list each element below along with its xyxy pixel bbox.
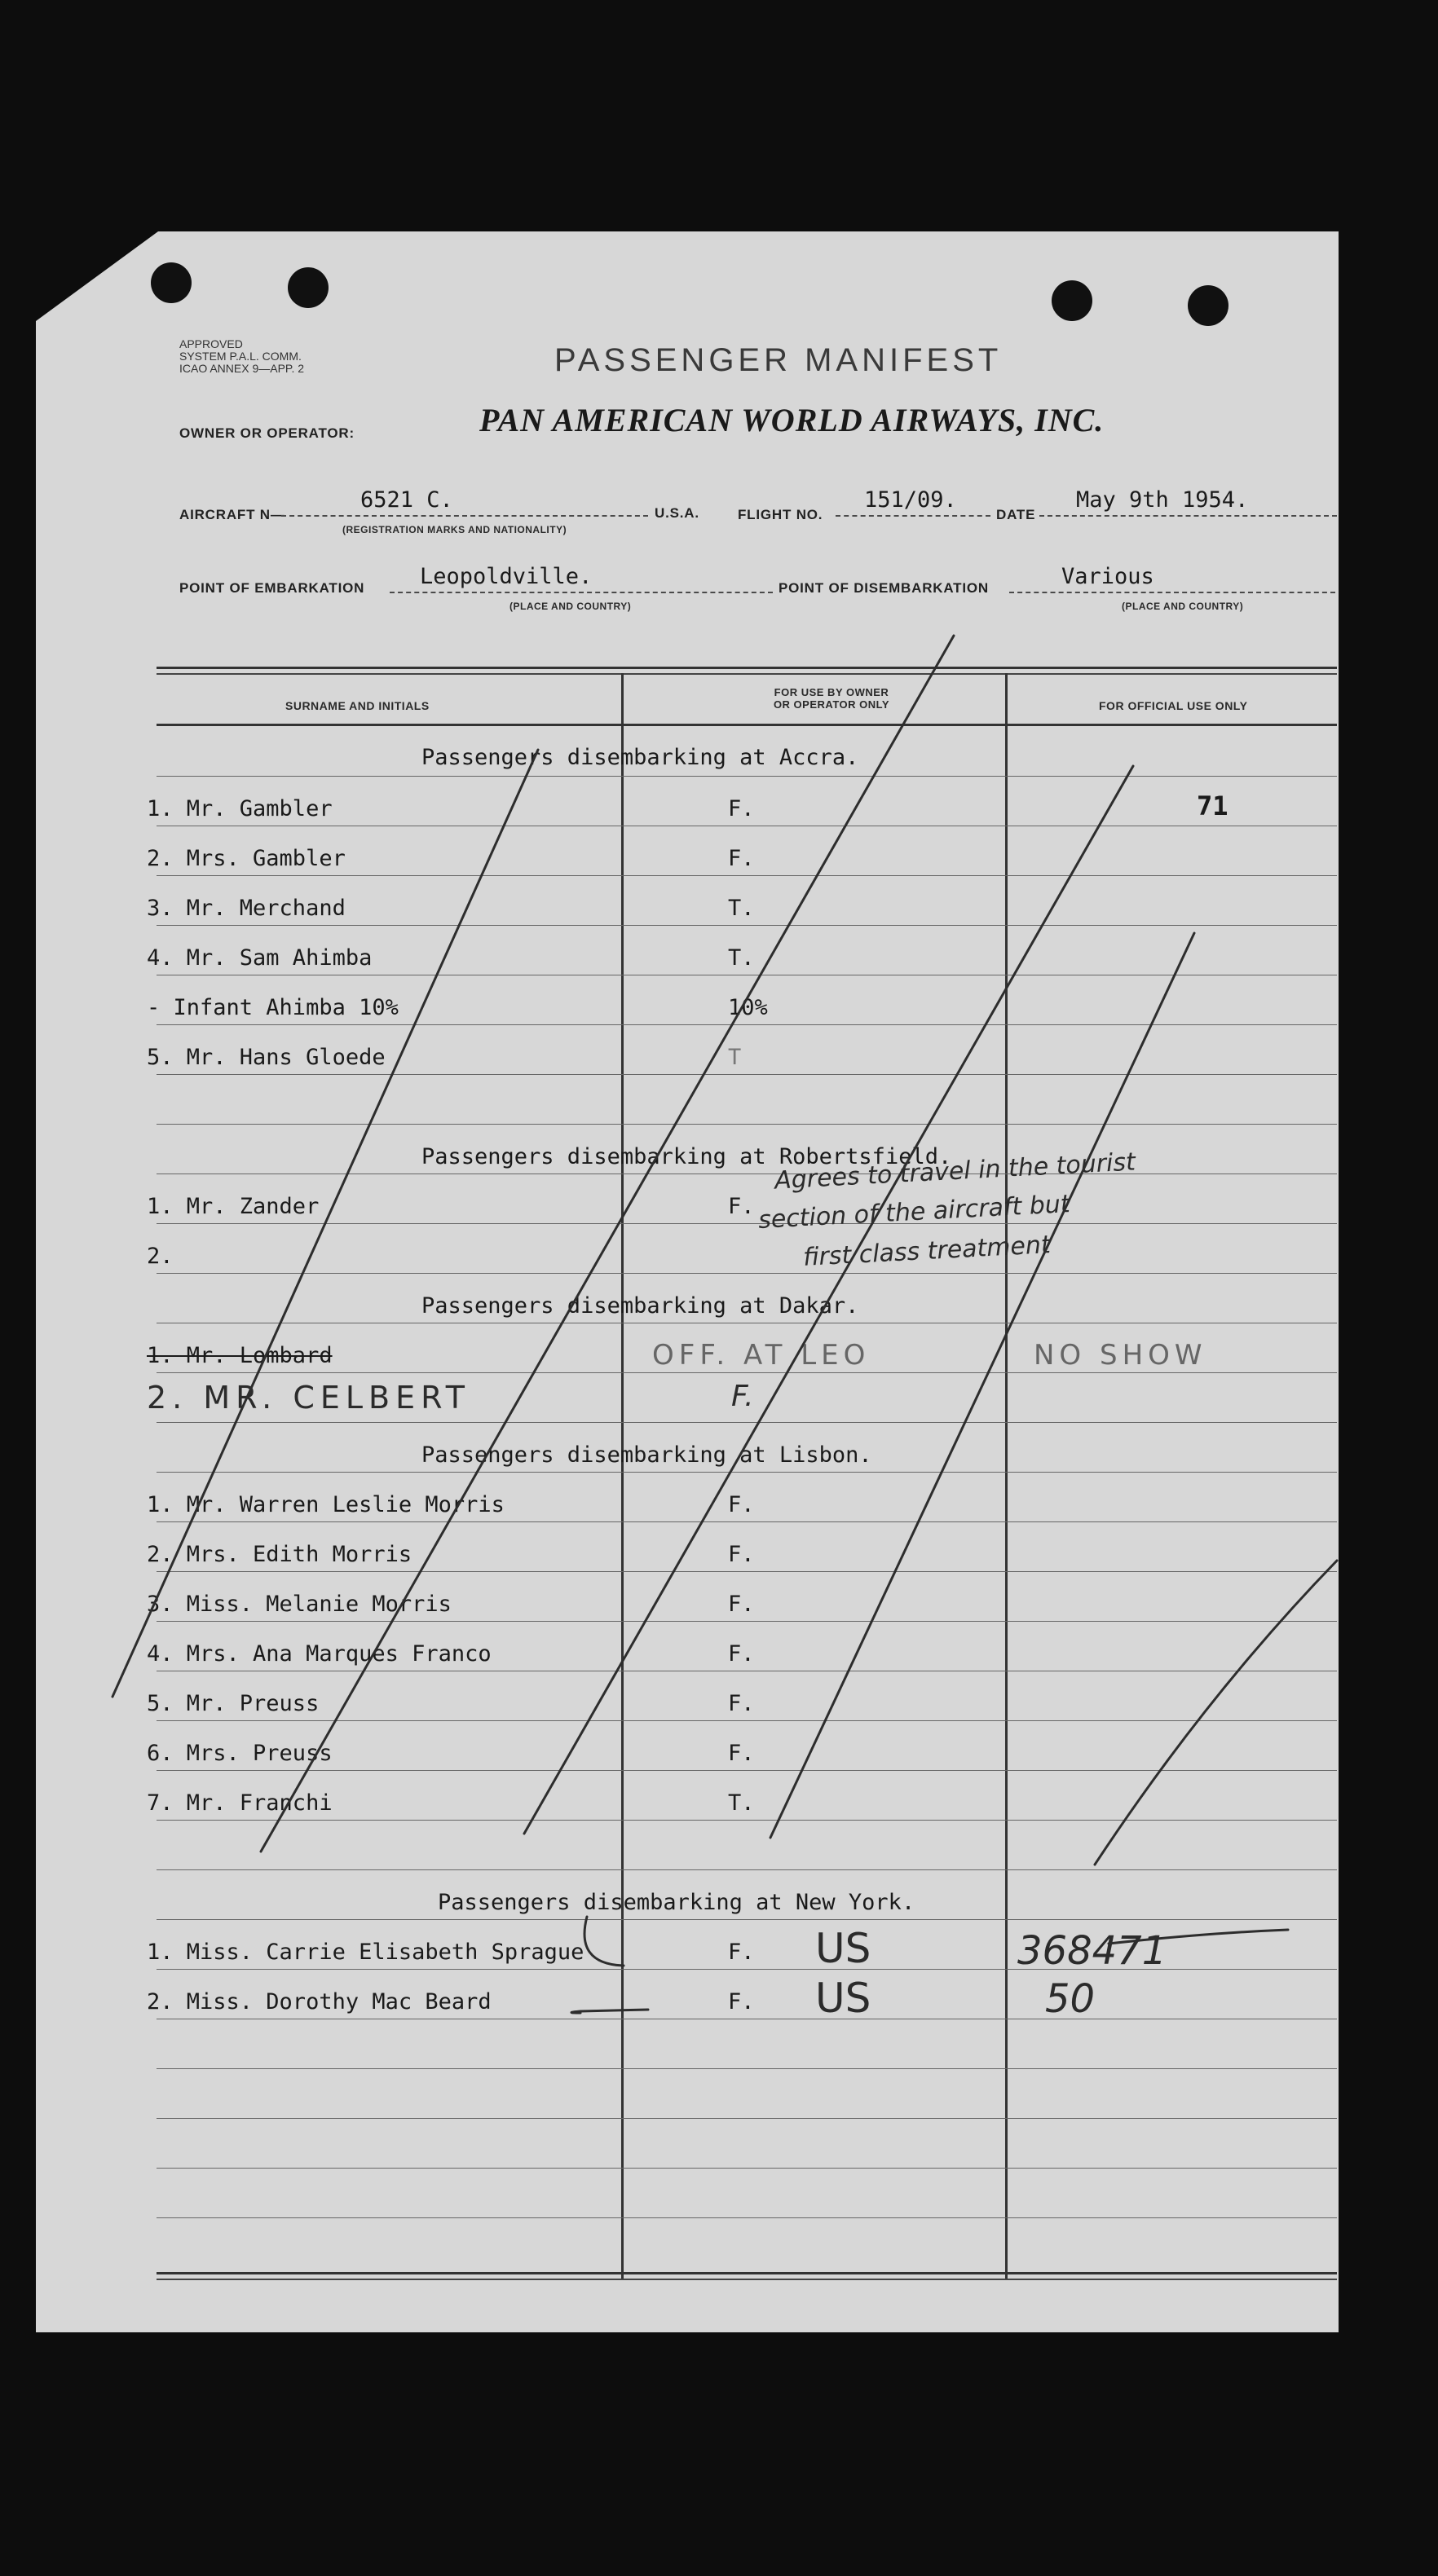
handwritten-note: first class treatment [802, 1231, 1052, 1272]
fare-class: T. [728, 1790, 755, 1816]
section-heading-dakar: Passengers disembarking at Dakar. [421, 1293, 859, 1319]
fare-class: F. [728, 1989, 755, 2015]
passenger-name: 5. Mr. Hans Gloede [147, 1045, 386, 1070]
disembarkation-value: Various [1061, 564, 1154, 589]
fare-class: F. [728, 1641, 755, 1667]
ditto-mark [571, 2010, 648, 2013]
section-heading-accra: Passengers disembarking at Accra. [421, 745, 859, 770]
passenger-name: 1. Mr. Zander [147, 1194, 320, 1219]
aircraft-label: AIRCRAFT N— [179, 507, 285, 522]
handwritten-note: OFF. AT LEO [652, 1339, 871, 1372]
fare-class: T [728, 1045, 742, 1070]
official-number: 71 [1197, 790, 1228, 821]
company-name: PAN AMERICAN WORLD AIRWAYS, INC. [479, 402, 1105, 438]
official-number: 50 [1045, 1976, 1096, 2022]
passenger-name: 1. Mr. Warren Leslie Morris [147, 1492, 505, 1517]
nationality-mark: US [815, 1925, 871, 1972]
passenger-name: 4. Mr. Sam Ahimba [147, 945, 373, 971]
fare-class: T. [728, 896, 755, 921]
handwritten-note: section of the aircraft but [757, 1190, 1071, 1235]
diagonal-cancel-stroke [770, 933, 1194, 1838]
section-heading-robertsfield: Passengers disembarking at Robertsfield. [421, 1144, 952, 1169]
owner-label: OWNER OR OPERATOR: [179, 425, 355, 441]
passenger-name: 4. Mrs. Ana Marques Franco [147, 1641, 492, 1667]
fare-class: F. [728, 1592, 755, 1617]
passenger-name: 3. Miss. Melanie Morris [147, 1592, 452, 1617]
date-value: May 9th 1954. [1076, 487, 1249, 513]
fare-class: F. [728, 1691, 755, 1716]
approval-note: APPROVED SYSTEM P.A.L. COMM. ICAO ANNEX 9—APP. 2 [179, 337, 305, 375]
section-heading-lisbon: Passengers disembarking at Lisbon. [421, 1442, 872, 1468]
official-number: 368471 [1017, 1928, 1167, 1974]
diagonal-cancel-stroke [112, 750, 538, 1697]
fare-class: F. [728, 1492, 755, 1517]
column-header-owner-use: FOR USE BY OWNER OR OPERATOR ONLY [773, 686, 890, 711]
fare-class: F. [728, 1741, 755, 1766]
disembarkation-caption: (PLACE AND COUNTRY) [1122, 601, 1244, 612]
usa-label: U.S.A. [655, 505, 699, 521]
underline-stroke [1109, 1930, 1288, 1944]
handwritten-passenger-name: 2. MR. CELBERT [147, 1380, 470, 1416]
nationality-mark: US [815, 1975, 871, 2022]
fare-class: F. [728, 1940, 755, 1965]
date-label: DATE [996, 507, 1036, 522]
handwritten-note: Agrees to travel in the tourist [774, 1147, 1136, 1196]
passenger-name: 7. Mr. Franchi [147, 1790, 333, 1816]
column-header-official-use: FOR OFFICIAL USE ONLY [1099, 699, 1248, 712]
aircraft-value: 6521 C. [360, 487, 453, 513]
diagonal-cancel-stroke [524, 766, 1133, 1834]
embarkation-value: Leopoldville. [420, 564, 593, 589]
embarkation-caption: (PLACE AND COUNTRY) [509, 601, 632, 612]
handwritten-note: NO SHOW [1034, 1339, 1207, 1372]
passenger-name: 3. Mr. Merchand [147, 896, 346, 921]
section-heading-new-york: Passengers disembarking at New York. [438, 1890, 915, 1915]
diagonal-cancel-stroke [1095, 1561, 1337, 1865]
fare-class: F. [728, 846, 755, 871]
fare-class: F. [731, 1380, 754, 1413]
flight-number: 151/09. [864, 487, 957, 513]
passenger-name: 1. Mr. Gambler [147, 796, 333, 821]
fare-class: F. [728, 1542, 755, 1567]
flight-label: FLIGHT NO. [738, 507, 823, 522]
passenger-name: 2. Mrs. Gambler [147, 846, 346, 871]
registration-caption: (REGISTRATION MARKS AND NATIONALITY) [342, 524, 567, 535]
passenger-name: 2. [147, 1244, 174, 1269]
fare-class: 10% [728, 995, 768, 1020]
fare-class: F. [728, 796, 755, 821]
passenger-name: 2. Mrs. Edith Morris [147, 1542, 412, 1567]
column-header-surname: SURNAME AND INITIALS [285, 699, 430, 712]
passenger-name: 1. Mr. Lombard [147, 1343, 333, 1368]
fare-class: F. [728, 1194, 755, 1219]
passenger-name: 1. Miss. Carrie Elisabeth Sprague [147, 1940, 584, 1965]
disembarkation-label: POINT OF DISEMBARKATION [779, 580, 989, 596]
passenger-name: 5. Mr. Preuss [147, 1691, 320, 1716]
passenger-name: - Infant Ahimba 10% [147, 995, 399, 1020]
embarkation-label: POINT OF EMBARKATION [179, 580, 365, 596]
page-title: PASSENGER MANIFEST [554, 342, 1003, 378]
ditto-mark [584, 1917, 624, 1966]
passenger-name: 2. Miss. Dorothy Mac Beard [147, 1989, 492, 2015]
passenger-name: 6. Mrs. Preuss [147, 1741, 333, 1766]
fare-class: T. [728, 945, 755, 971]
